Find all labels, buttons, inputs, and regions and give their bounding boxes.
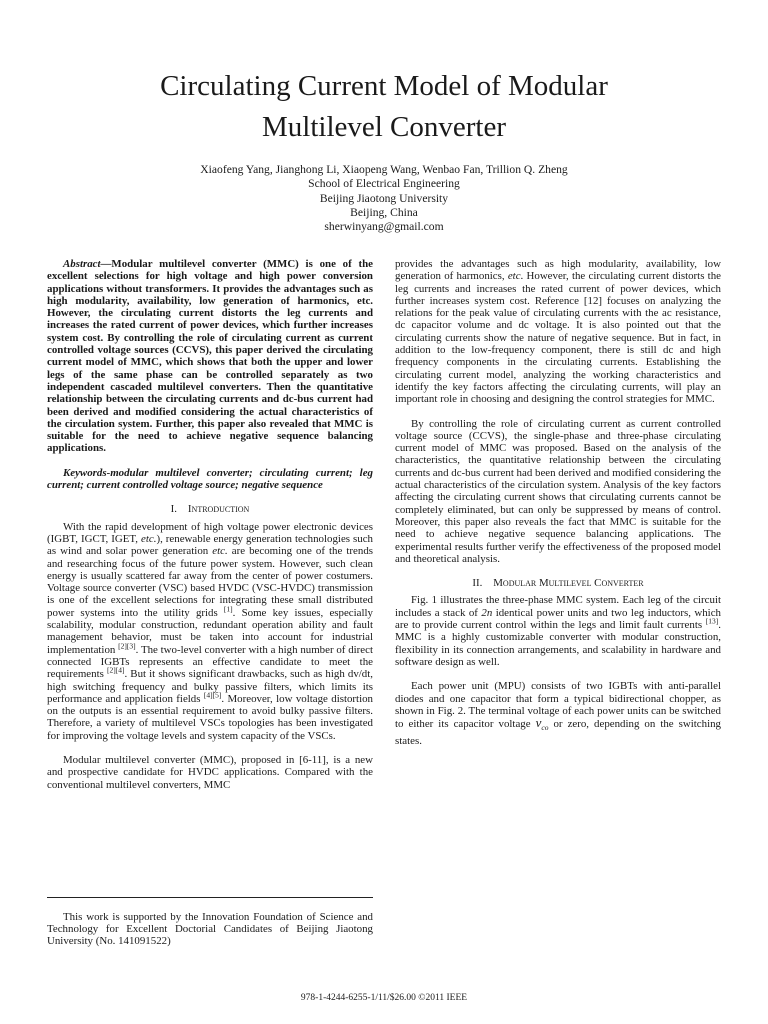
author-email: sherwinyang@gmail.com xyxy=(324,220,444,234)
abstract-label: Abstract xyxy=(63,258,101,270)
section-number: II. xyxy=(472,577,483,590)
abstract-text: Modular multilevel converter (MMC) is one of the excellent selections for high voltage and high power conversion applications without transformers. It provides the advantages such as high modularity, availability, low generation of harmonics, etc. However, the circulating current distorts the leg currents and increases the rated current of power devices, which further increases system cost. By controlling the role of circulating current as current controlled voltage sources (CCVS), this paper derived the circulating current model of MMC, which shows that both the upper and lower legs of the same phase can be controlled separately as two independent cascaded multilevel converters. Then the quantitative relationship between the circulating currents and dc-bus current had been derived and modified considering the actual characteristics of the circulation system. Further, this paper also revealed that MMC is suitable for the need to achieve negative sequence balancing applications. xyxy=(47,258,373,455)
copyright-footer: 978-1-4244-6255-1/11/$26.00 ©2011 IEEE xyxy=(300,993,468,1003)
title-line-2: Multilevel Converter xyxy=(261,111,507,143)
affiliation-school: School of Electrical Engineering xyxy=(308,177,460,191)
title-line-1: Circulating Current Model of Modular xyxy=(160,70,608,102)
intro-paragraph-3: By controlling the role of circulating current as current controlled voltage source (CCVS), the single-phase and three-phase circulating current model of MMC was proposed. Based on the analysis of the characteristics, the quantitative relationship between the circulating currents and dc-bus current had been derived and modified considering the actual characteristics of the circulation system. Analysis of the key factors affecting the circulating current shows that circulating currents cannot be completely eliminated, but can only be suppressed by means of control. Moreover, this paper also reveals the fact that MMC is suitable for the need to achieve negative sequence balancing applications. The experimental results further verify the effectiveness of the proposed model and theoretical analysis. xyxy=(395,417,721,565)
citation: [13] xyxy=(705,616,719,626)
funding-footnote: This work is supported by the Innovation Foundation of Science and Technology for Excellent Doctorial Candidates of Beijing Jiaotong University (No. 141091522) xyxy=(47,910,373,948)
author-block xyxy=(0,163,768,234)
intro-paragraph-2: Modular multilevel converter (MMC), proposed in [6-11], is a new and prospective candidate for HVDC applications. Compared with the conventional multilevel converters, MMC xyxy=(47,753,373,791)
right-column xyxy=(395,258,721,747)
footnote-divider xyxy=(47,897,373,898)
intro-paragraph-continued: provides the advantages such as high modularity, availability, low generation of harmonics, etc. However, the circulating current distorts the leg currents and increases the rated current of power devices, which further increases system cost. Reference [12] focuses on analyzing the relations for the peak value of circulating currents with the ac resistance, dc capacitor volume and dc voltage. It is also pointed out that the circulating currents show the nature of negative sequence. But in fact, in addition to the low-frequency component, there is still dc and high frequency components in the circulating currents. Establishing the circulating current model, analyzing the working characteristics and identify the key factors affecting the circulating currents, will play an important role in choosing and designing the control strategies for MMC. xyxy=(395,258,721,406)
abstract-dash: — xyxy=(100,258,112,270)
mmc-paragraph-1: Fig. 1 illustrates the three-phase MMC system. Each leg of the circuit includes a stack of 2n identical power units and two leg inductors, which are to provide current control within the legs and limit fault currents [13]. MMC is a highly customizable converter with modular construction, flexibility in its connection arrangements, and scalability in hardware and software design as well. xyxy=(395,594,721,668)
affiliation-university: Beijing Jiaotong University xyxy=(319,191,449,205)
section-heading-mmc xyxy=(395,577,721,589)
citation: [2][4] xyxy=(106,665,125,675)
author-names: Xiaofeng Yang, Jianghong Li, Xiaopeng Wang, Wenbao Fan, Trillion Q. Zheng xyxy=(200,163,568,176)
keywords: Keywords-modular multilevel converter; circulating current; leg current; current controlled voltage source; negative sequence xyxy=(47,466,373,492)
citation: [1] xyxy=(223,604,233,614)
citation: [2][3] xyxy=(118,640,136,650)
paper-title xyxy=(0,66,768,148)
affiliation-location: Beijing, China xyxy=(350,205,418,219)
citation: [4][5] xyxy=(203,690,222,700)
voltage-subscript: co xyxy=(541,723,549,733)
voltage-symbol: v xyxy=(535,715,542,731)
section-number: I. xyxy=(170,503,178,516)
intro-paragraph-1: With the rapid development of high voltage power electronic devices (IGBT, IGCT, IGET, etc.), renewable energy generation technologies such as wind and solar power generation etc. are becoming one of the trends and researching focus of the future power system. However, such clean energy is usually scattered far away from the center of power costumers. Voltage source converter (VSC) based HVDC (VSC-HVDC) transmission is one of the excellent selections for integrating these small distributed power systems into the utility grids [1]. Some key issues, especially scalability, modular construction, redundant operation ability and fault management behavior, must be taken into account for industrial implementation [2][3]. The two-level converter with a high number of direct connected IGBTs represents an effective candidate to meet the requirements [2][4]. But it shows significant drawbacks, such as high dv/dt, high switching frequency and bulky passive filters, which limits its performance and application fields [4][5]. Moreover, low voltage distortion on the outputs is an essential requirement to avoid bulky passive filters. Therefore, a variety of multilevel VSCs topologies has been investigated for improving the voltage levels and system capacity of the VSCs. xyxy=(47,520,374,742)
left-column xyxy=(47,258,373,791)
abstract xyxy=(47,258,373,455)
section-heading-introduction xyxy=(47,503,373,515)
section-title: Introduction xyxy=(187,503,250,516)
section-title: Modular Multilevel Converter xyxy=(493,577,644,590)
mmc-paragraph-2: Each power unit (MPU) consists of two IGBTs with anti-parallel diodes and one capacitor that form a typical bidirectional chopper, as shown in Fig. 2. The terminal voltage of each power units can be switched to either its capacitor voltage $v_{co}$ or zero, depending on the switching states. xyxy=(395,680,722,747)
